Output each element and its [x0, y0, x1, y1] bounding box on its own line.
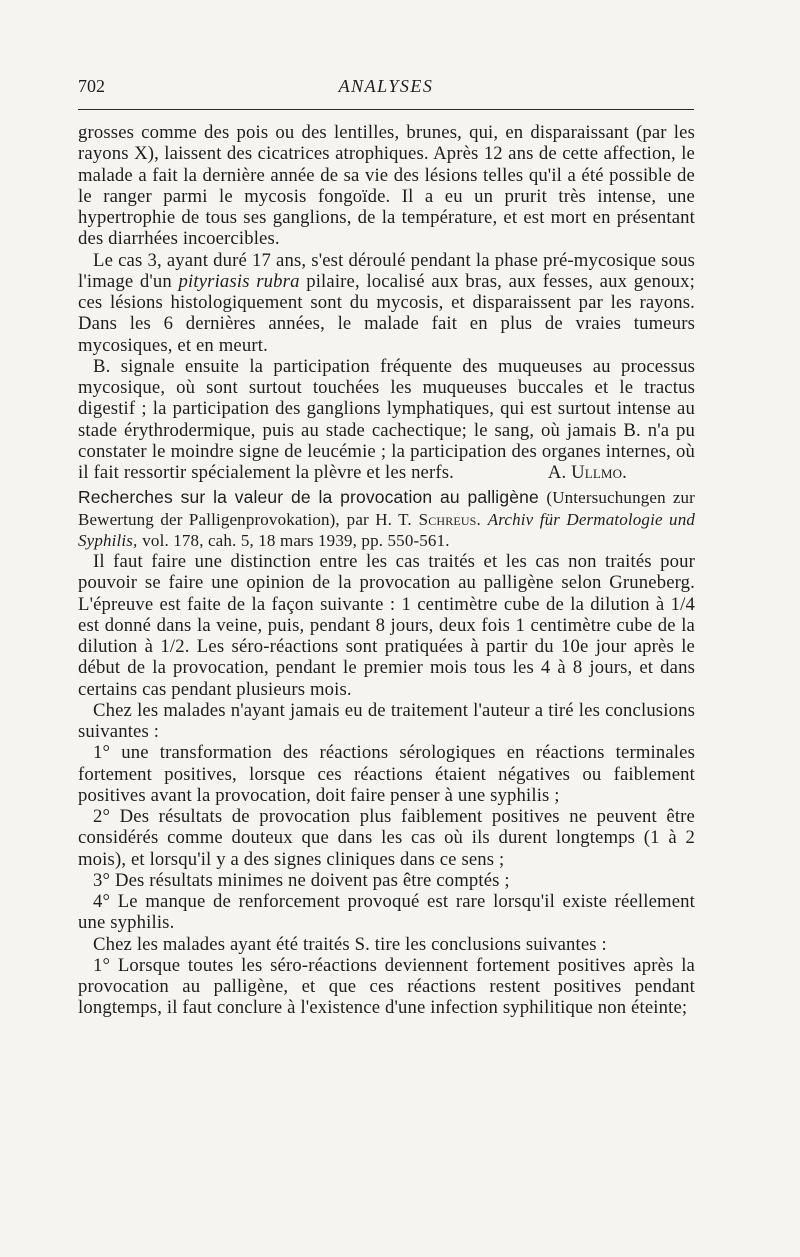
citation-details: vol. 178, cah. 5, 18 mars 1939, pp. 550-561.: [142, 530, 450, 550]
article-title: Recherches sur la valeur de la provocation au palligène: [78, 487, 539, 508]
page-header: [78, 76, 694, 100]
original-title: (Untersuchungen zur Bewertung der Palligenprovokation),: [78, 488, 695, 529]
by-text: par H. T.: [346, 509, 412, 529]
paragraph-text: pilaire, localisé aux bras, aux fesses, aux genoux; ces lésions histologiquement sont du mycosis, et disparaissent par les rayons. Dans les 6 dernières années, le malade fait en plus de vraies tumeurs mycosiques, et en meurt.: [78, 270, 695, 356]
running-head: ANALYSES: [338, 76, 434, 96]
paragraph: 3° Des résultats minimes ne doivent pas être comptés ;: [93, 869, 510, 891]
paragraph: 1° une transformation des réactions sérologiques en réactions terminales fortement positives, lorsque ces réactions étaient négatives ou faiblement positives avant la provocation, doit faire penser à une syphilis ;: [78, 742, 695, 806]
paragraph: grosses comme des pois ou des lentilles, brunes, qui, en disparaissant (par les rayons X), laissent des cicatrices atrophiques. Après 12 ans de cette affection, le malade a fait la dernière année de sa vie des lésions telles qu'il a été possible de le ranger parmi le mycosis fongoïde. Il a eu un prurit très intense, une hypertrophie de tous ses ganglions, de la température, et est mort en présentant des diarrhées incoercibles.: [78, 122, 695, 250]
paragraph-text: Le cas 3, ayant duré 17 ans, s'est déroulé pendant la phase pré-mycosique sous l'image d'un: [78, 249, 695, 292]
page-number: 702: [78, 76, 105, 96]
paragraph: B. signale ensuite la participation fréquente des muqueuses au processus mycosique, où sont surtout touchées les muqueuses buccales et le tractus digestif ; la participation des ganglions lymphatiques, qui est surtout intense au stade érythrodermique, puis au stade cachectique; le sang, où jamais B. n'a pu constater le moindre signe de leucémie ; la participation des organes internes, où il fait ressortir spécialement la plèvre et les nerfs.: [78, 355, 695, 483]
paragraph: 2° Des résultats de provocation plus faiblement positives ne peuvent être considérés comme douteux que dans les cas où ils durent longtemps (1 à 2 mois), et lorsqu'il y a des signes cliniques dans ce sens ;: [78, 806, 695, 870]
page-body: [78, 122, 695, 1019]
article-reference: [78, 487, 695, 551]
paragraph: Chez les malades n'ayant jamais eu de traitement l'auteur a tiré les conclusions suivantes :: [78, 699, 695, 742]
paragraph: 1° Lorsque toutes les séro-réactions deviennent fortement positives après la provocation au palligène, et que ces réactions restent positives pendant longtemps, il faut conclure à l'existence d'une infection syphilitique non éteinte;: [78, 954, 695, 1019]
paragraph: 4° Le manque de renforcement provoqué est rare lorsqu'il existe réellement une syphilis.: [78, 891, 695, 934]
journal-name: Archiv für Dermatologie und Syphilis,: [78, 509, 695, 550]
header-rule: [78, 109, 694, 110]
paragraph: [78, 250, 695, 356]
author-signature: A. Ullmo.: [547, 462, 627, 483]
paragraph: Chez les malades ayant été traités S. tire les conclusions suivantes :: [93, 933, 607, 955]
article-author: Schreus.: [418, 509, 481, 529]
italic-term: pityriasis rubra: [178, 270, 300, 292]
paragraph: Il faut faire une distinction entre les cas traités et les cas non traités pour pouvoir se faire une opinion de la provocation au palligène selon Gruneberg. L'épreuve est faite de la façon suivante : 1 centimètre cube de la dilution à 1/4 est donné dans la veine, puis, pendant 8 jours, deux fois 1 centimètre cube de la dilution à 1/2. Les séro-réactions sont pratiquées à partir du 10e jour après le début de la provocation, pendant le premier mois tous les 4 à 8 jours, et dans certains cas pendant plusieurs mois.: [78, 551, 695, 700]
